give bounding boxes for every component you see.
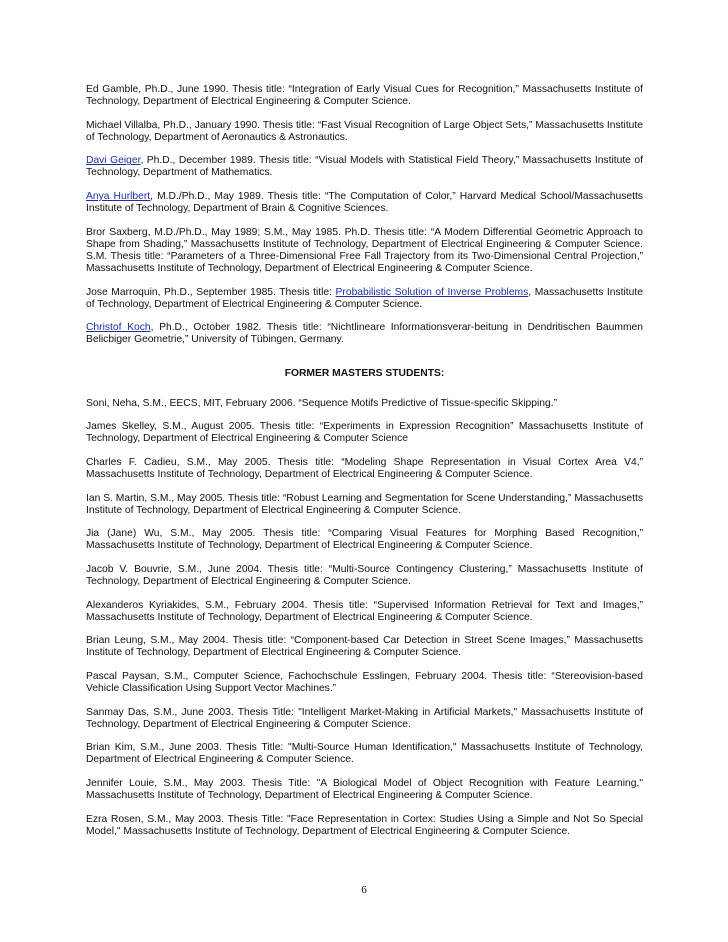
doctoral-entry — [86, 155, 643, 179]
masters-entry: Sanmay Das, S.M., June 2003. Thesis Title: "Intelligent Market-Making in Artificial Markets," Massachusetts Institute of Technology, Department of Electrical Engineering & Computer Science. — [86, 706, 643, 730]
masters-entry: Jennifer Louie, S.M., May 2003. Thesis Title: "A Biological Model of Object Recognition with Feature Learning," Massachusetts Institute of Technology, Department of Electrical Engineering & Computer Science. — [86, 778, 643, 802]
masters-entry-list — [86, 398, 643, 838]
masters-entry: Pascal Paysan, S.M., Computer Science, Fachochschule Esslingen, February 2004. Thesis title: “Stereovision-based Vehicle Classification Using Support Vector Machines.” — [86, 671, 643, 695]
student-name-link[interactable]: Davi Geiger — [86, 155, 141, 167]
entry-text-after-link: Ed Gamble, Ph.D., June 1990. Thesis title: “Integration of Early Visual Cues for Recognition,” Massachusetts Institute of Technology, Department of Electrical Engineering & Computer Science. — [86, 84, 643, 108]
doctoral-entry — [86, 227, 643, 275]
entry-text-after-link: , Ph.D., October 1982. Thesis title: “Nichtlineare Informationsverar-beitung in Dendritischen Baummen Belicbiger Geometrie,” University of Tübingen, Germany. — [86, 322, 643, 346]
masters-entry: Alexanderos Kyriakides, S.M., February 2004. Thesis title: “Supervised Information Retrieval for Text and Images,” Massachusetts Institute of Technology, Department of Electrical Engineering & Computer Science. — [86, 599, 643, 623]
student-name-link[interactable]: Anya Hurlbert — [86, 191, 151, 203]
masters-entry: James Skelley, S.M., August 2005. Thesis title: “Experiments in Expression Recognition” Massachusetts Institute of Technology, Department of Electrical Engineering & Computer Science — [86, 421, 643, 445]
doctoral-entry — [86, 287, 643, 311]
masters-entry: Ezra Rosen, S.M., May 2003. Thesis Title: "Face Representation in Cortex: Studies Using a Simple and Not So Special Model," Massachusetts Institute of Technology, Department of Electrical Engineering & Computer Science. — [86, 813, 643, 837]
entry-text-after-link: , M.D./Ph.D., May 1989. Thesis title: “The Computation of Color,” Harvard Medical School/Massachusetts Institute of Technology, Department of Brain & Cognitive Sciences. — [86, 191, 643, 215]
doctoral-entry — [86, 120, 643, 144]
masters-entry: Brian Kim, S.M., June 2003. Thesis Title: "Multi-Source Human Identification," Massachusetts Institute of Technology, Department of Electrical Engineering & Computer Science. — [86, 742, 643, 766]
masters-entry: Charles F. Cadieu, S.M., May 2005. Thesis title: “Modeling Shape Representation in Visual Cortex Area V4,” Massachusetts Institute of Technology, Department of Electrical Engineering & Computer Science. — [86, 456, 643, 480]
doctoral-entry — [86, 84, 643, 108]
entry-text-after-link: , Massachusetts Institute of Technology, Department of Electrical Engineering & Computer Science. — [86, 286, 643, 310]
entry-text-after-link: Michael Villalba, Ph.D., January 1990. Thesis title: “Fast Visual Recognition of Large Object Sets,” Massachusetts Institute of Technology, Department of Aeronautics & Astronautics. — [86, 119, 643, 143]
masters-section-heading: FORMER MASTERS STUDENTS: — [284, 367, 445, 379]
masters-entry: Soni, Neha, S.M., EECS, MIT, February 2006. “Sequence Motifs Predictive of Tissue-specific Skipping.” — [86, 397, 557, 409]
entry-text-after-link: , Ph.D., December 1989. Thesis title: “Visual Models with Statistical Field Theory,” Massachusetts Institute of Technology, Department of Mathematics. — [86, 155, 643, 179]
entry-text-after-link: Bror Saxberg, M.D./Ph.D., May 1989; S.M., May 1985. Ph.D. Thesis title: “A Modern Differential Geometric Approach to Shape from Shading,” Massachusetts Institute of Technology, Department of Electrical Engineering & Computer Science. S.M. Thesis title: “Parameters of a Three-Dimensional Free Fall Trajectory from its Two-Dimensional Central Projection,” Massachusetts Institute of Technology, Department of Electrical Engineering & Computer Science. — [86, 226, 643, 275]
entry-text-before-link: Jose Marroquin, Ph.D., September 1985. Thesis title: — [86, 286, 336, 298]
student-name-link[interactable]: Christof Koch — [86, 322, 151, 334]
masters-entry: Jia (Jane) Wu, S.M., May 2005. Thesis title: “Comparing Visual Features for Morphing Based Recognition,” Massachusetts Institute of Technology, Department of Electrical Engineering & Computer Science. — [86, 528, 643, 552]
doctoral-entry — [86, 322, 643, 346]
masters-entry: Ian S. Martin, S.M., May 2005. Thesis title: “Robust Learning and Segmentation for Scene Understanding,” Massachusetts Institute of Technology, Department of Electrical Engineering & Computer Science. — [86, 492, 643, 516]
page-number: 6 — [361, 884, 367, 896]
masters-entry: Jacob V. Bouvrie, S.M., June 2004. Thesis title: “Multi-Source Contingency Clustering,” Massachusetts Institute of Technology, Department of Electrical Engineering & Computer Science. — [86, 563, 643, 588]
thesis-title-link[interactable]: Probabilistic Solution of Inverse Problems — [335, 286, 529, 298]
doctoral-entry — [86, 191, 643, 215]
doctoral-entry-list — [86, 84, 643, 347]
document-page — [86, 84, 643, 849]
masters-entry: Brian Leung, S.M., May 2004. Thesis title: “Component-based Car Detection in Street Scene Images,” Massachusetts Institute of Technology, Department of Electrical Engineering & Computer Science. — [86, 635, 643, 659]
